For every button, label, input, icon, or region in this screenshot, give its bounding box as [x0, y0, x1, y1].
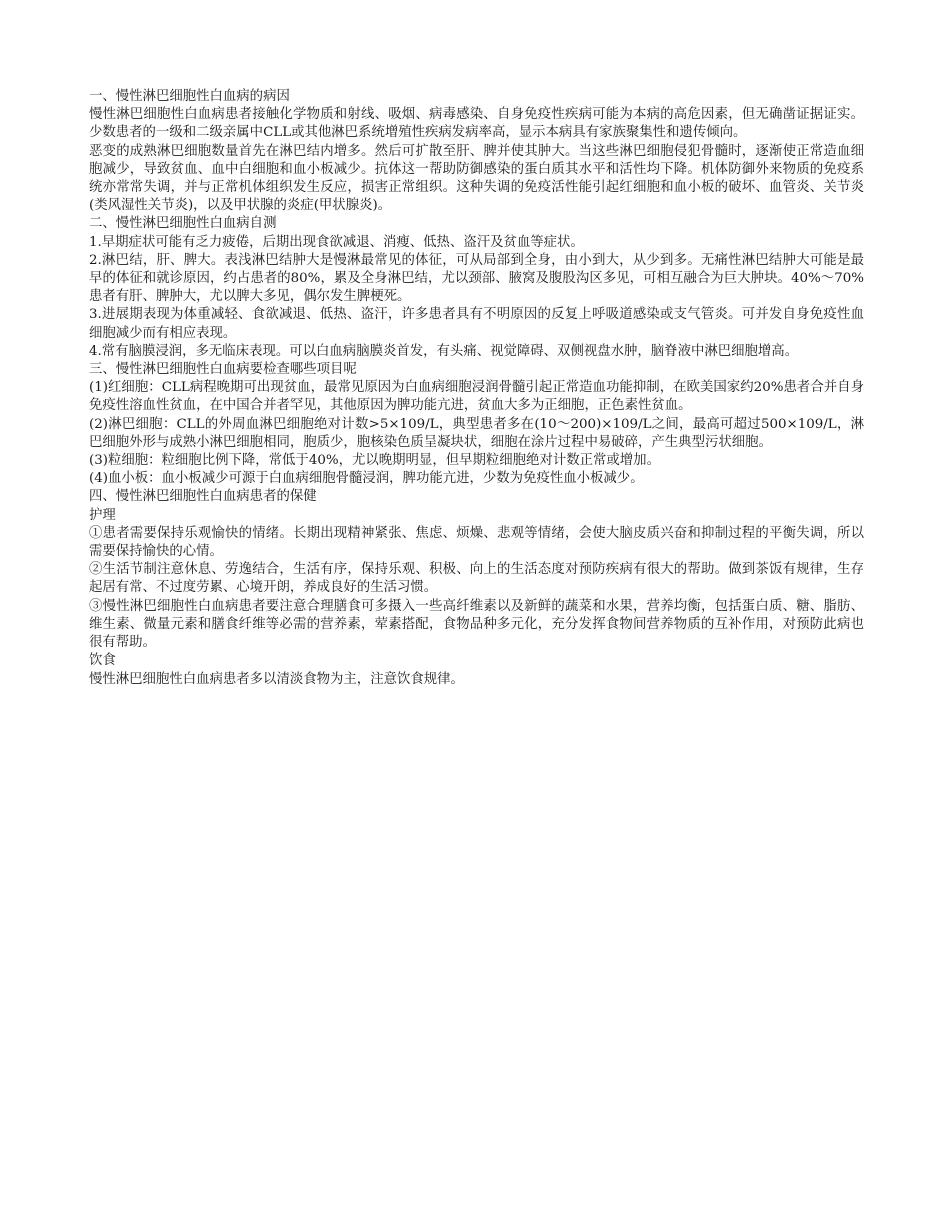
paragraph-self-test-4: 4.常有脑膜浸润，多无临床表现。可以白血病脑膜炎首发，有头痛、视觉障碍、双侧视盘水肿，脑脊液中淋巴细胞增高。	[89, 343, 799, 359]
document-body	[89, 88, 864, 689]
section-heading-care: 四、慢性淋巴细胞性白血病患者的保健	[89, 489, 317, 505]
subheading-nursing: 护理	[89, 507, 116, 523]
paragraph-causes-risk-factors: 慢性淋巴细胞性白血病患者接触化学物质和射线、吸烟、病毒感染、自身免疫性疾病可能为本病的高危因素，但无确凿证据证实。少数患者的一级和二级亲属中CLL或其他淋巴系统增殖性疾病发病率高，显示本病具有家族聚集性和遗传倾向。	[89, 107, 864, 141]
paragraph-nursing-1: ①患者需要保持乐观愉快的情绪。长期出现精神紧张、焦虑、烦燥、悲观等情绪，会使大脑皮质兴奋和抑制过程的平衡失调，所以需要保持愉快的心情。	[89, 525, 864, 560]
paragraph-exam-platelets: (4)血小板：血小板减少可源于白血病细胞骨髓浸润，脾功能亢进，少数为免疫性血小板减少。	[89, 471, 644, 487]
section-heading-causes: 一、慢性淋巴细胞性白血病的病因	[89, 89, 290, 104]
paragraph-diet: 慢性淋巴细胞性白血病患者多以清淡食物为主，注意饮食规律。	[89, 671, 464, 687]
paragraph-self-test-2: 2.淋巴结，肝、脾大。表浅淋巴结肿大是慢淋最常见的体征，可从局部到全身，由小到大，从少到多。无痛性淋巴结肿大可能是最早的体征和就诊原因，约占患者的80%，累及全身淋巴结，尤以颈部、腋窝及腹股沟区多见，可相互融合为巨大肿块。40%～70%患者有肝、脾肿大，尤以脾大多见，偶尔发生脾梗死。	[89, 252, 864, 305]
section-heading-self-test: 二、慢性淋巴细胞性白血病自测	[89, 216, 277, 232]
paragraph-nursing-2: ②生活节制注意休息、劳逸结合，生活有序，保持乐观、积极、向上的生活态度对预防疾病有很大的帮助。做到茶饭有规律，生存起居有常、不过度劳累、心境开朗，养成良好的生活习惯。	[89, 562, 864, 596]
paragraph-exam-lymphocytes: (2)淋巴细胞：CLL的外周血淋巴细胞绝对计数>5×109/L，典型患者多在(10～200)×109/L之间，最高可超过500×109/L，淋巴细胞外形与成熟小淋巴细胞相同，胞质少，胞核染色质呈凝块状，细胞在涂片过程中易破碎，产生典型污状细胞。	[89, 416, 864, 450]
paragraph-exam-granulocytes: (3)粒细胞：粒细胞比例下降，常低于40%，尤以晚期明显，但早期粒细胞绝对计数正常或增加。	[89, 453, 660, 469]
paragraph-self-test-1: 1.早期症状可能有乏力疲倦，后期出现食欲减退、消瘦、低热、盗汗及贫血等症状。	[89, 234, 584, 250]
paragraph-causes-pathology: 恶变的成熟淋巴细胞数量首先在淋巴结内增多。然后可扩散至肝、脾并使其肿大。当这些淋巴细胞侵犯骨髓时，逐渐使正常造血细胞减少，导致贫血、血中白细胞和血小板减少。抗体这一帮助防御感染的蛋白质其水平和活性均下降。机体防御外来物质的免疫系统亦常常失调，并与正常机体组织发生反应，损害正常组织。这种失调的免疫活性能引起红细胞和血小板的破坏、血管炎、关节炎(类风湿性关节炎)，以及甲状腺的炎症(甲状腺炎)。	[89, 143, 864, 214]
subheading-diet: 饮食	[89, 653, 116, 669]
paragraph-nursing-3: ③慢性淋巴细胞性白血病患者要注意合理膳食可多摄入一些高纤维素以及新鲜的蔬菜和水果，营养均衡，包括蛋白质、糖、脂肪、维生素、微量元素和膳食纤维等必需的营养素，荤素搭配，食物品种多元化，充分发挥食物间营养物质的互补作用，对预防此病也很有帮助。	[89, 598, 864, 651]
paragraph-self-test-3: 3.进展期表现为体重减轻、食欲减退、低热、盗汗，许多患者具有不明原因的反复上呼吸道感染或支气管炎。可并发自身免疫性血细胞减少而有相应表现。	[89, 307, 864, 341]
section-heading-examinations: 三、慢性淋巴细胞性白血病要检查哪些项目呢	[89, 362, 357, 378]
paragraph-exam-red-cells: (1)红细胞：CLL病程晚期可出现贫血，最常见原因为白血病细胞浸润骨髓引起正常造血功能抑制，在欧美国家约20%患者合并自身免疫性溶血性贫血，在中国合并者罕见，其他原因为脾功能亢进，贫血大多为正细胞，正色素性贫血。	[89, 380, 864, 414]
